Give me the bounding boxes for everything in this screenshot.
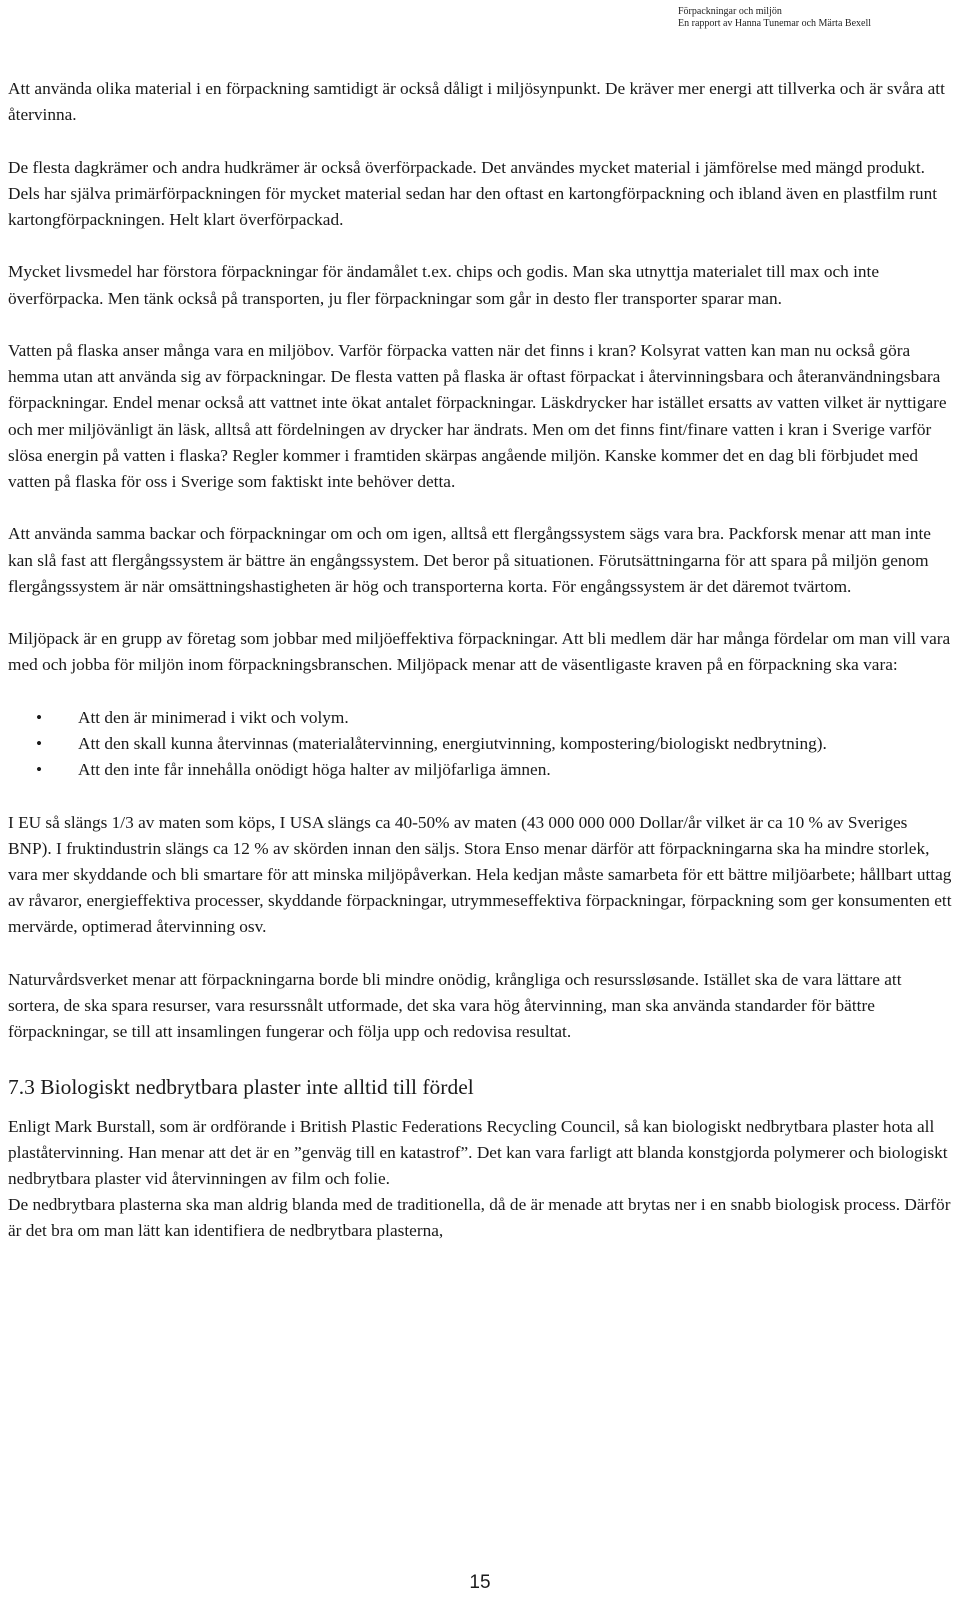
paragraph: Enligt Mark Burstall, som är ordförande i British Plastic Federations Recycling Council, så kan biologiskt nedbrytbara plaster hota all plaståtervinning. Han menar att det är en ”genväg till en katastrof”. Det kan vara farligt att blanda konstgjorda polymerer och biologiskt nedbrytbara plaster vid återvinningen av film och folie.: [8, 1116, 948, 1188]
page-number: 15: [469, 1572, 491, 1593]
header-title: Förpackningar och miljön: [678, 6, 782, 17]
requirements-list: [8, 705, 952, 784]
paragraph: Naturvårdsverket menar att förpackningarna borde bli mindre onödig, krångliga och resurssløsande. Istället ska de vara lättare att sortera, de ska spara resurser, vara resurssnålt utformade, det ska vara hög återvinning, man ska använda standarder för bättre förpackningar, se till att insamlingen fungerar och följa upp och redovisa resultat.: [8, 969, 902, 1042]
bullet-icon: •: [36, 707, 43, 727]
bullet-icon: •: [36, 733, 43, 753]
paragraph: Vatten på flaska anser många vara en miljöbov. Varför förpacka vatten när det finns i kran? Kolsyrat vatten kan man nu också göra hemma utan att använda sig av förpackningar. De flesta vatten på flaska är oftast förpackat i återvinningsbara och återanvändningsbara förpackningar. Endel menar också att vattnet inte ökat antalet förpackningar. Läskdrycker har istället ersatts av vatten vilket är nyttigare och mer miljövänligt än läsk, alltså att fördelningen av drycker har ändrats. Men om det finns fint/finare vatten i kran i Sverige varför slösa energin på vatten i flaska? Regler kommer i framtiden skärpas angående miljön. Kanske kommer det en dag bli förbjudet med vatten på flaska för oss i Sverige som faktiskt inte behöver detta.: [8, 340, 947, 491]
section-heading: 7.3 Biologiskt nedbrytbara plaster inte alltid till fördel: [8, 1074, 474, 1099]
paragraph: De flesta dagkrämer och andra hudkrämer är också överförpackade. Det användes mycket material i jämförelse med mängd produkt. Dels har själva primärförpackningen för mycket material sedan har den oftast en kartongförpackning och ibland även en plastfilm runt kartongförpackningen. Helt klart överförpackad.: [8, 157, 938, 229]
paragraph: De nedbrytbara plasterna ska man aldrig blanda med de traditionella, då de är menade att brytas ner i en snabb biologisk process. Därför är det bra om man lätt kan identifiera de nedbrytbara plasterna,: [8, 1195, 951, 1241]
paragraph: Att använda samma backar och förpackningar om och om igen, alltså ett flergångssystem sägs vara bra. Packforsk menar att man inte kan slå fast att flergångssystem är bättre än engångssystem. Det beror på situationen. Förutsättningarna för att spara på miljön genom flergångssystem är när omsättningshastigheten är hög och transporterna korta. För engångssystem är det däremot tvärtom.: [8, 524, 931, 596]
list-item: [8, 731, 952, 757]
list-item: [8, 757, 952, 783]
list-item-text: Att den skall kunna återvinnas (materialåtervinning, energiutvinning, kompostering/biologiskt nedbrytning).: [78, 733, 827, 753]
bullet-icon: •: [36, 760, 43, 780]
document-body: [8, 76, 952, 1245]
list-item-text: Att den inte får innehålla onödigt höga halter av miljöfarliga ämnen.: [78, 760, 551, 780]
paragraph: Mycket livsmedel har förstora förpackningar för ändamålet t.ex. chips och godis. Man ska utnyttja materialet till max och inte överförpacka. Men tänk också på transporten, ju fler förpackningar som går in desto fler transporter sparar man.: [8, 262, 879, 308]
paragraph: Miljöpack är en grupp av företag som jobbar med miljöeffektiva förpackningar. Att bli medlem där har många fördelar om man vill vara med och jobba för miljön inom förpackningsbranschen. Miljöpack menar att de väsentligaste kraven på en förpackning ska vara:: [8, 629, 951, 675]
header-authors: En rapport av Hanna Tunemar och Märta Bexell: [678, 18, 872, 29]
paragraph: I EU så slängs 1/3 av maten som köps, I USA slängs ca 40-50% av maten (43 000 000 000 Dollar/år vilket är ca 10 % av Sveriges BNP). I fruktindustrin slängs ca 12 % av skörden innan den säljs. Stora Enso menar därför att förpackningarna ska ha mindre storlek, vara mer skyddande och bli smartare för att minska miljöpåverkan. Hela kedjan måste samarbeta för ett bättre miljöarbete; hållbart uttag av råvaror, energieffektiva processer, skyddande förpackningar, utrymmeseffektiva förpackningar, förpackning som ger konsumenten ett mervärde, optimerad återvinning osv.: [8, 812, 952, 937]
paragraph: Att använda olika material i en förpackning samtidigt är också dåligt i miljösynpunkt. De kräver mer energi att tillverka och är svåra att återvinna.: [8, 79, 945, 125]
running-header: [678, 6, 871, 30]
list-item: [8, 705, 952, 731]
list-item-text: Att den är minimerad i vikt och volym.: [78, 707, 349, 727]
